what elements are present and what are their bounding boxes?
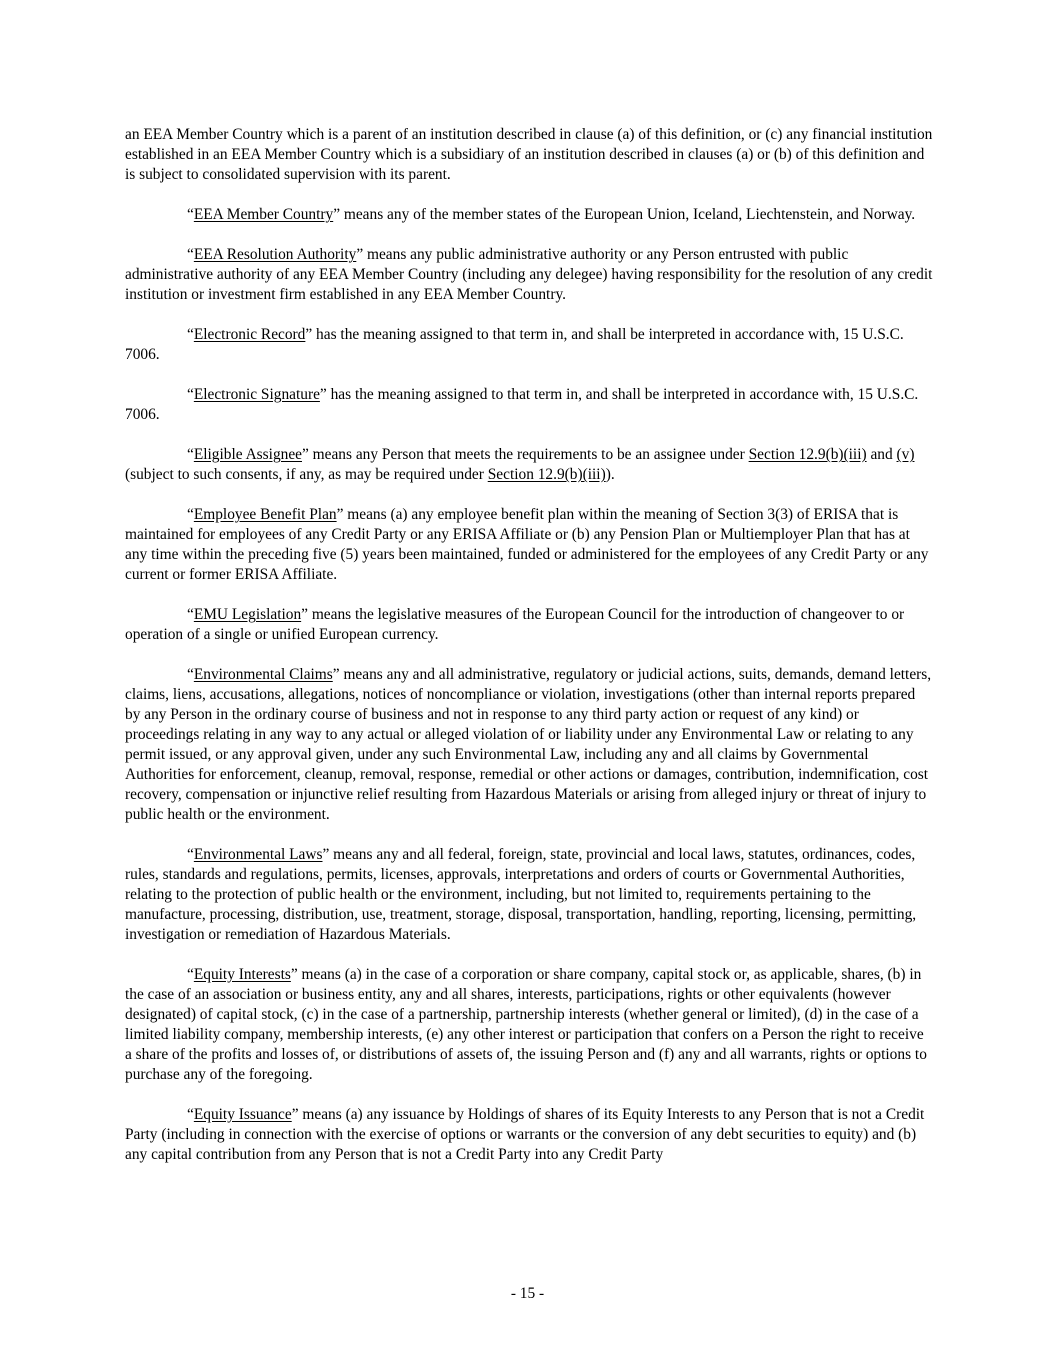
definition-equity-issuance [125, 1105, 933, 1165]
definition-eea-resolution-authority [125, 245, 933, 305]
definition-text: ” has the meaning assigned to that term in, and shall be interpreted in accordance with, 15 U.S.C. 7006. [125, 386, 919, 423]
open-quote: “ [187, 846, 194, 863]
section-reference: (v) [896, 446, 915, 463]
definition-text: ). [605, 466, 615, 483]
open-quote: “ [187, 506, 194, 523]
defined-term: Eligible Assignee [193, 446, 302, 463]
defined-term: Employee Benefit Plan [193, 506, 337, 523]
open-quote: “ [187, 666, 194, 683]
open-quote: “ [187, 446, 194, 463]
defined-term: Electronic Signature [193, 386, 320, 403]
defined-term: EEA Member Country [193, 206, 334, 223]
definition-emu-legislation [125, 605, 933, 645]
open-quote: “ [187, 606, 194, 623]
definition-eea-member-country [125, 205, 933, 225]
definition-environmental-laws [125, 845, 933, 945]
defined-term: EEA Resolution Authority [193, 246, 357, 263]
definition-text: ” means (a) in the case of a corporation or share company, capital stock or, as applicable, shares, (b) in the case of an association or business entity, any and all shares, interests, participations, rights or other equivalents (however designated) of capital stock, (c) in the case of a partnership, partnership interests (whether general or limited), (d) in the case of a limited liability company, membership interests, (e) any other interest or participation that confers on a Person the right to receive a share of the profits and losses of, or distributions of assets of, the issuing Person and (f) any and all warrants, rights or options to purchase any of the foregoing. [125, 966, 927, 1083]
open-quote: “ [187, 206, 194, 223]
definition-electronic-record [125, 325, 933, 365]
definition-employee-benefit-plan [125, 505, 933, 585]
definition-text: ” means any public administrative authority or any Person entrusted with public administrative authority of any EEA Member Country (including any delegee) having responsibility for the resolution of any credit institution or investment firm established in any EEA Member Country. [125, 246, 933, 303]
open-quote: “ [187, 966, 194, 983]
definition-text: ” has the meaning assigned to that term in, and shall be interpreted in accordance with, 15 U.S.C. 7006. [125, 326, 904, 363]
definition-environmental-claims [125, 665, 933, 825]
document-page [125, 125, 933, 1185]
defined-term: EMU Legislation [193, 606, 302, 623]
definition-text: ” means any of the member states of the European Union, Iceland, Liechtenstein, and Norway. [333, 206, 916, 223]
defined-term: Electronic Record [193, 326, 306, 343]
definition-text: ” means any Person that meets the requirements to be an assignee under [302, 446, 749, 463]
section-reference: Section 12.9(b)(iii) [487, 466, 606, 483]
defined-term: Environmental Claims [193, 666, 333, 683]
definition-text: ” means any and all administrative, regulatory or judicial actions, suits, demands, demand letters, claims, liens, accusations, allegations, notices of noncompliance or violation, investigations (other than internal reports prepared by any Person in the ordinary course of business and not in response to any third party action or request of any kind) or proceedings relating in any way to any actual or alleged violation of or liability under any Environmental Law or relating to any permit issued, or any approval given, under any such Environmental Law, including any and all claims by Governmental Authorities for enforcement, cleanup, removal, response, remedial or other actions or damages, contribution, indemnification, cost recovery, compensation or injunctive relief resulting from Hazardous Materials or arising from alleged injury or threat of injury to public health or the environment. [125, 666, 932, 823]
continuation-paragraph: an EEA Member Country which is a parent of an institution described in clause (a) of this definition, or (c) any financial institution established in an EEA Member Country which is a subsidiary of an institution described in clauses (a) or (b) of this definition and is subject to consolidated supervision with its parent. [125, 126, 933, 183]
definition-electronic-signature [125, 385, 933, 425]
definition-text: ” means the legislative measures of the European Council for the introduction of changeover to or operation of a single or unified European currency. [125, 606, 905, 643]
definition-equity-interests [125, 965, 933, 1085]
section-reference: Section 12.9(b)(iii) [748, 446, 867, 463]
defined-term: Equity Issuance [193, 1106, 292, 1123]
defined-term: Environmental Laws [193, 846, 323, 863]
definition-text: and [866, 446, 897, 463]
definition-text: ” means any and all federal, foreign, state, provincial and local laws, statutes, ordinances, codes, rules, standards and regulations, permits, licenses, approvals, interpretations and orders of courts or Governmental Authorities, relating to the protection of public health or the environment, including, but not limited to, requirements pertaining to the manufacture, processing, distribution, use, treatment, storage, disposal, transportation, handling, reporting, licensing, permitting, investigation or remediation of Hazardous Materials. [125, 846, 917, 943]
open-quote: “ [187, 246, 194, 263]
definition-eligible-assignee [125, 445, 933, 485]
definition-text: ” means (a) any employee benefit plan within the meaning of Section 3(3) of ERISA that is maintained for employees of any Credit Party or any ERISA Affiliate or (b) any Pension Plan or Multiemployer Plan that has at any time within the preceding five (5) years been maintained, funded or administered for the employees of any Credit Party or any current or former ERISA Affiliate. [125, 506, 929, 583]
open-quote: “ [187, 1106, 194, 1123]
definition-text: (subject to such consents, if any, as may be required under [125, 466, 488, 483]
open-quote: “ [187, 386, 194, 403]
page-number: - 15 - [510, 1285, 545, 1302]
defined-term: Equity Interests [193, 966, 291, 983]
definition-text: ” means (a) any issuance by Holdings of shares of its Equity Interests to any Person that is not a Credit Party (including in connection with the exercise of options or warrants or the conversion of any debt securities to equity) and (b) any capital contribution from any Person that is not a Credit Party into any Credit Party [125, 1106, 925, 1163]
open-quote: “ [187, 326, 194, 343]
